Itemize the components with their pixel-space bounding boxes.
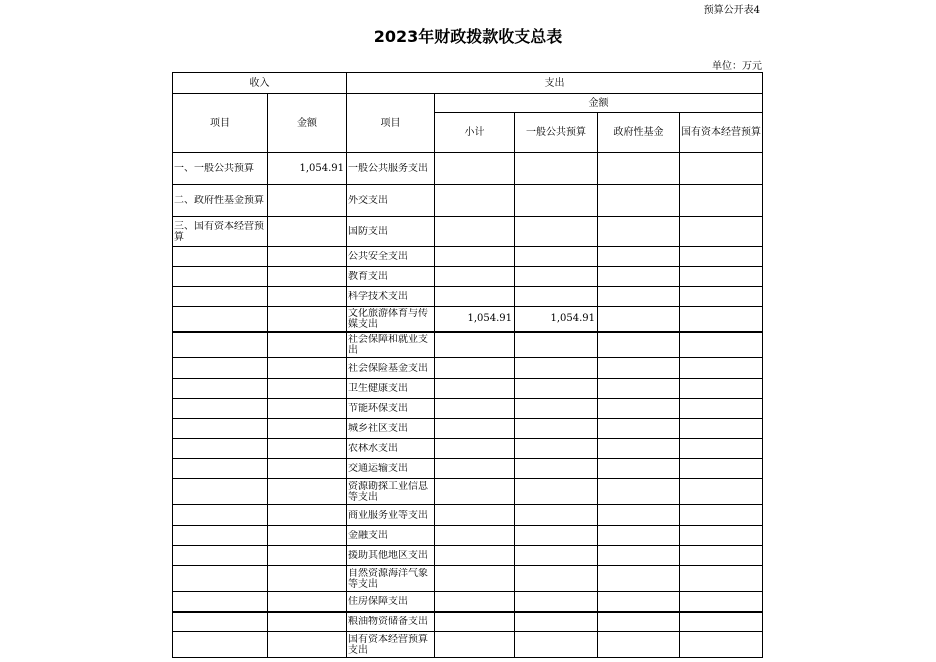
unit-label: 单位：万元 — [712, 61, 762, 72]
state-capital-cell — [680, 267, 763, 287]
expense-item-cell-text: 文化旅游体育与传媒支出 — [348, 307, 428, 330]
income-item-cell — [173, 592, 268, 612]
gov-fund-cell — [598, 592, 680, 612]
expense-item-cell — [347, 505, 435, 526]
table-row — [173, 399, 763, 419]
income-item-cell — [173, 247, 268, 267]
income-item-cell — [173, 332, 268, 358]
subtotal-cell — [435, 287, 515, 307]
income-item-cell — [173, 153, 268, 185]
subtotal-cell — [435, 566, 515, 592]
state-capital-cell — [680, 379, 763, 399]
expense-item-cell-text: 外交支出 — [348, 195, 388, 206]
income-amount-cell — [268, 419, 347, 439]
income-amount-cell — [268, 505, 347, 526]
income-amount-cell — [268, 358, 347, 379]
subtotal-header: 小计 — [435, 113, 515, 153]
gov-fund-header: 政府性基金 — [598, 113, 680, 153]
table-row — [173, 287, 763, 307]
expense-item-cell — [347, 247, 435, 267]
expense-header: 支出 — [347, 73, 763, 94]
income-amount-cell — [268, 439, 347, 459]
expense-item-cell-text: 商业服务业等支出 — [348, 509, 428, 521]
general-budget-header: 一般公共预算 — [515, 113, 598, 153]
income-item-cell-text: 三、国有资本经营预算 — [174, 220, 264, 243]
table-row — [173, 459, 763, 479]
expense-item-cell-text: 交通运输支出 — [348, 463, 408, 474]
income-item-cell — [173, 287, 268, 307]
expense-item-cell-text: 住房保障支出 — [348, 595, 408, 607]
gov-fund-cell — [598, 479, 680, 505]
income-item-cell — [173, 526, 268, 546]
gov-fund-cell — [598, 439, 680, 459]
table-row — [173, 612, 763, 632]
gov-fund-cell — [598, 247, 680, 267]
subtotal-cell-text: 1,054.91 — [467, 313, 512, 325]
general-budget-cell-text: 1,054.91 — [550, 313, 595, 325]
state-capital-cell — [680, 185, 763, 217]
subtotal-cell — [435, 247, 515, 267]
income-item-cell-text: 一、一般公共预算 — [174, 163, 254, 174]
expense-item-cell — [347, 267, 435, 287]
general-budget-cell — [515, 439, 598, 459]
state-capital-cell — [680, 399, 763, 419]
income-item-cell — [173, 479, 268, 505]
income-item-cell — [173, 267, 268, 287]
income-amount-cell — [268, 267, 347, 287]
table-row — [173, 632, 763, 658]
expense-item-cell-text: 国防支出 — [348, 226, 388, 237]
table-row — [173, 358, 763, 379]
state-capital-cell — [680, 459, 763, 479]
expense-item-cell — [347, 592, 435, 612]
gov-fund-cell — [598, 632, 680, 658]
expense-item-cell-text: 一般公共服务支出 — [348, 163, 428, 174]
income-amount-cell — [268, 307, 347, 332]
gov-fund-cell — [598, 379, 680, 399]
table-row — [173, 419, 763, 439]
expense-item-cell — [347, 153, 435, 185]
gov-fund-cell — [598, 399, 680, 419]
expense-item-cell — [347, 632, 435, 658]
general-budget-cell — [515, 526, 598, 546]
subtotal-cell — [435, 459, 515, 479]
general-budget-cell — [515, 153, 598, 185]
subtotal-cell — [435, 153, 515, 185]
subtotal-cell — [435, 185, 515, 217]
state-capital-cell — [680, 526, 763, 546]
expense-item-cell-text: 公共安全支出 — [348, 251, 408, 262]
table-row — [173, 267, 763, 287]
income-amount-cell — [268, 566, 347, 592]
table-row — [173, 153, 763, 185]
subtotal-cell — [435, 612, 515, 632]
state-capital-header: 国有资本经营预算 — [680, 113, 763, 153]
income-item-cell — [173, 185, 268, 217]
state-capital-cell — [680, 612, 763, 632]
state-capital-cell — [680, 153, 763, 185]
table-row — [173, 439, 763, 459]
income-amount-cell — [268, 399, 347, 419]
gov-fund-cell — [598, 267, 680, 287]
income-item-cell — [173, 632, 268, 658]
general-budget-cell — [515, 612, 598, 632]
expense-item-cell — [347, 459, 435, 479]
table-row — [173, 526, 763, 546]
general-budget-cell — [515, 287, 598, 307]
gov-fund-cell — [598, 153, 680, 185]
budget-table — [172, 72, 763, 658]
subtotal-cell — [435, 267, 515, 287]
state-capital-cell — [680, 479, 763, 505]
expense-item-header: 项目 — [347, 94, 435, 153]
subtotal-cell — [435, 307, 515, 332]
page-title: 2023年财政拨款收支总表 — [373, 27, 563, 46]
subtotal-cell — [435, 332, 515, 358]
general-budget-cell — [515, 185, 598, 217]
income-amount-cell — [268, 153, 347, 185]
expense-item-cell — [347, 479, 435, 505]
expense-item-cell-text: 卫生健康支出 — [348, 383, 408, 394]
expense-item-cell — [347, 439, 435, 459]
general-budget-cell — [515, 217, 598, 247]
gov-fund-cell — [598, 185, 680, 217]
income-amount-cell — [268, 332, 347, 358]
income-amount-cell — [268, 379, 347, 399]
income-amount-cell — [268, 459, 347, 479]
expense-item-cell — [347, 287, 435, 307]
expense-amount-header: 金额 — [435, 94, 763, 113]
income-item-cell — [173, 379, 268, 399]
table-row — [173, 505, 763, 526]
general-budget-cell — [515, 419, 598, 439]
state-capital-cell — [680, 632, 763, 658]
subtotal-cell — [435, 546, 515, 566]
gov-fund-cell — [598, 358, 680, 379]
income-amount-cell — [268, 526, 347, 546]
income-amount-cell — [268, 217, 347, 247]
state-capital-cell — [680, 287, 763, 307]
budget-table-body — [173, 153, 763, 658]
general-budget-cell — [515, 399, 598, 419]
expense-item-cell-text: 城乡社区支出 — [348, 423, 408, 434]
table-row — [173, 546, 763, 566]
income-item-cell — [173, 399, 268, 419]
table-row — [173, 247, 763, 267]
income-amount-cell — [268, 546, 347, 566]
income-item-cell — [173, 566, 268, 592]
income-amount-cell — [268, 247, 347, 267]
expense-item-cell-text: 节能环保支出 — [348, 403, 408, 414]
table-row — [173, 332, 763, 358]
general-budget-cell — [515, 332, 598, 358]
expense-item-cell — [347, 399, 435, 419]
expense-item-cell-text: 社会保障和就业支出 — [348, 333, 428, 356]
subtotal-cell — [435, 379, 515, 399]
general-budget-cell — [515, 358, 598, 379]
income-amount-cell — [268, 592, 347, 612]
expense-item-cell-text: 自然资源海洋气象等支出 — [348, 567, 428, 590]
income-amount-cell — [268, 632, 347, 658]
expense-item-cell — [347, 332, 435, 358]
expense-item-cell — [347, 379, 435, 399]
subtotal-cell — [435, 217, 515, 247]
income-header: 收入 — [173, 73, 347, 94]
income-amount-cell — [268, 287, 347, 307]
gov-fund-cell — [598, 287, 680, 307]
income-item-cell — [173, 612, 268, 632]
expense-item-cell — [347, 185, 435, 217]
general-budget-cell — [515, 632, 598, 658]
income-item-cell — [173, 217, 268, 247]
expense-item-cell-text: 教育支出 — [348, 271, 388, 282]
expense-item-cell — [347, 612, 435, 632]
state-capital-cell — [680, 217, 763, 247]
expense-item-cell-text: 农林水支出 — [348, 443, 398, 454]
income-item-cell — [173, 439, 268, 459]
expense-item-cell-text: 资源勘探工业信息等支出 — [348, 480, 428, 503]
gov-fund-cell — [598, 612, 680, 632]
income-item-cell — [173, 546, 268, 566]
expense-item-cell — [347, 526, 435, 546]
gov-fund-cell — [598, 307, 680, 332]
gov-fund-cell — [598, 546, 680, 566]
subtotal-cell — [435, 358, 515, 379]
income-item-cell — [173, 505, 268, 526]
general-budget-cell — [515, 267, 598, 287]
subtotal-cell — [435, 419, 515, 439]
table-row — [173, 592, 763, 612]
state-capital-cell — [680, 592, 763, 612]
state-capital-cell — [680, 566, 763, 592]
income-item-cell-text: 二、政府性基金预算 — [174, 195, 264, 206]
state-capital-cell — [680, 505, 763, 526]
gov-fund-cell — [598, 526, 680, 546]
expense-item-cell — [347, 419, 435, 439]
subtotal-cell — [435, 592, 515, 612]
state-capital-cell — [680, 307, 763, 332]
gov-fund-cell — [598, 217, 680, 247]
subtotal-cell — [435, 505, 515, 526]
state-capital-cell — [680, 419, 763, 439]
income-item-header: 项目 — [173, 94, 268, 153]
general-budget-cell — [515, 307, 598, 332]
table-row — [173, 566, 763, 592]
general-budget-cell — [515, 247, 598, 267]
subtotal-cell — [435, 439, 515, 459]
income-item-cell — [173, 307, 268, 332]
income-amount-cell — [268, 479, 347, 505]
table-row — [173, 185, 763, 217]
income-amount-header: 金额 — [268, 94, 347, 153]
subtotal-cell — [435, 526, 515, 546]
general-budget-cell — [515, 479, 598, 505]
income-amount-cell — [268, 612, 347, 632]
expense-item-cell — [347, 546, 435, 566]
general-budget-cell — [515, 592, 598, 612]
state-capital-cell — [680, 439, 763, 459]
table-number-note: 预算公开表4 — [703, 5, 760, 16]
state-capital-cell — [680, 247, 763, 267]
subtotal-cell — [435, 479, 515, 505]
table-row — [173, 379, 763, 399]
general-budget-cell — [515, 566, 598, 592]
income-item-cell — [173, 419, 268, 439]
subtotal-cell — [435, 399, 515, 419]
subtotal-cell — [435, 632, 515, 658]
gov-fund-cell — [598, 419, 680, 439]
state-capital-cell — [680, 546, 763, 566]
general-budget-cell — [515, 379, 598, 399]
expense-item-cell-text: 社会保险基金支出 — [348, 362, 428, 374]
gov-fund-cell — [598, 566, 680, 592]
general-budget-cell — [515, 459, 598, 479]
expense-item-cell-text: 援助其他地区支出 — [348, 550, 428, 561]
expense-item-cell — [347, 566, 435, 592]
expense-item-cell — [347, 217, 435, 247]
income-amount-cell-text: 1,054.91 — [299, 163, 344, 174]
general-budget-cell — [515, 546, 598, 566]
table-row — [173, 479, 763, 505]
general-budget-cell — [515, 505, 598, 526]
gov-fund-cell — [598, 332, 680, 358]
income-item-cell — [173, 358, 268, 379]
state-capital-cell — [680, 358, 763, 379]
table-row — [173, 307, 763, 332]
income-amount-cell — [268, 185, 347, 217]
income-item-cell — [173, 459, 268, 479]
expense-item-cell — [347, 358, 435, 379]
table-row — [173, 217, 763, 247]
expense-item-cell — [347, 307, 435, 332]
expense-item-cell-text: 科学技术支出 — [348, 291, 408, 302]
gov-fund-cell — [598, 459, 680, 479]
state-capital-cell — [680, 332, 763, 358]
expense-item-cell-text: 粮油物资储备支出 — [348, 616, 428, 628]
expense-item-cell-text: 金融支出 — [348, 530, 388, 541]
gov-fund-cell — [598, 505, 680, 526]
expense-item-cell-text: 国有资本经营预算支出 — [348, 633, 428, 656]
